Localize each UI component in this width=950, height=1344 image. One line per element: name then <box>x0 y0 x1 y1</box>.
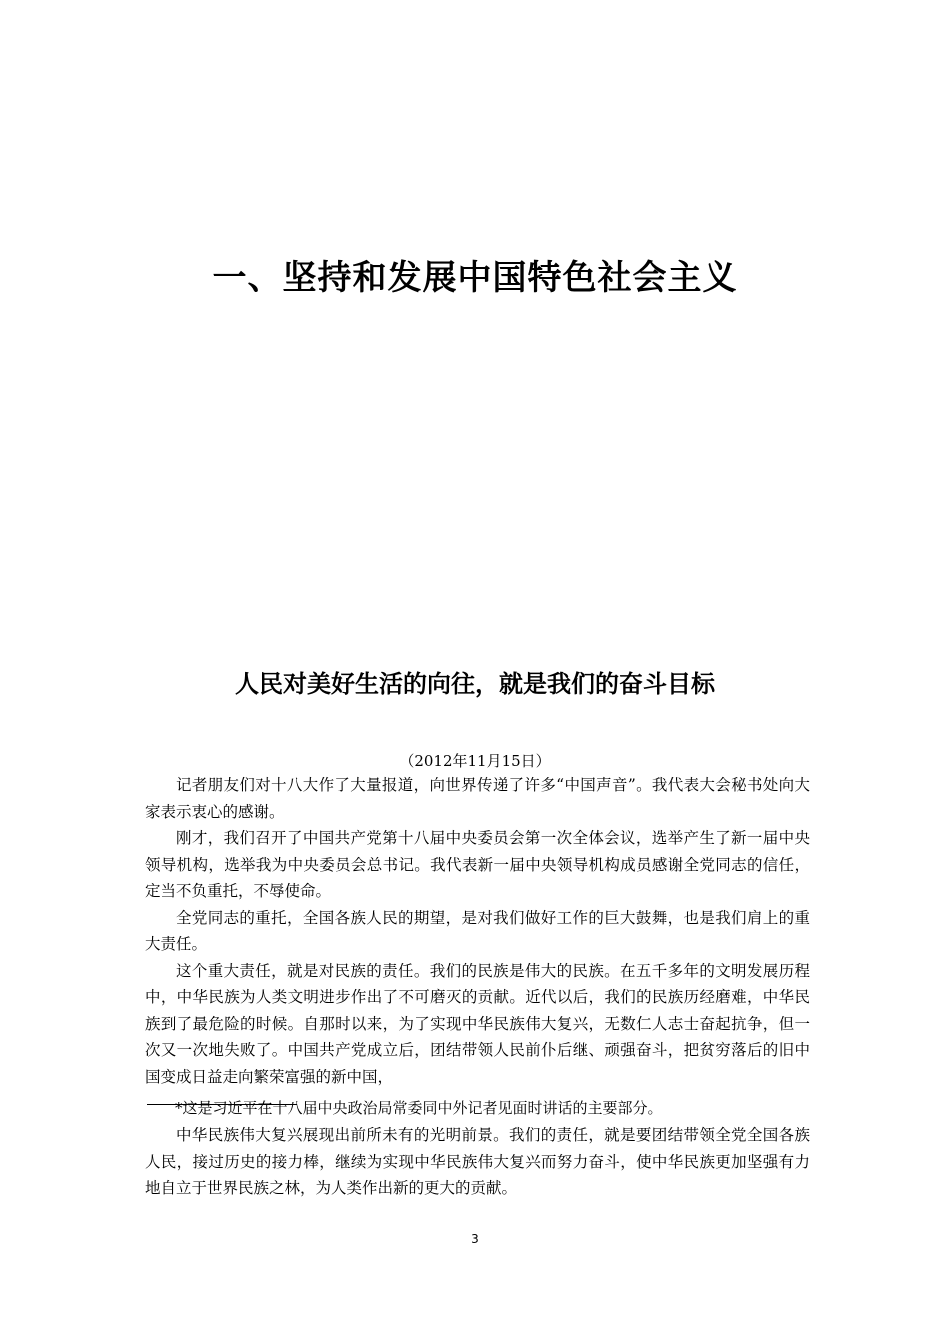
article-date: （2012年11月15日） <box>399 752 551 770</box>
chapter-title: 一、坚持和发展中国特色社会主义 <box>212 258 738 298</box>
body-paragraph: 记者朋友们对十八大作了大量报道，向世界传递了许多“中国声音”。我代表大会秘书处向大家表示衷心的感谢。 <box>145 776 810 821</box>
article-body <box>145 772 810 1090</box>
page-number: 3 <box>471 1232 479 1246</box>
body-paragraph: 这个重大责任，就是对民族的责任。我们的民族是伟大的民族。在五千多年的文明发展历程中，中华民族为人类文明进步作出了不可磨灭的贡献。近代以后，我们的民族历经磨难，中华民族到了最危险的时候。自那时以来，为了实现中华民族伟大复兴，无数仁人志士奋起抗争，但一次又一次地失败了。中国共产党成立后，团结带领人民前仆后继、顽强奋斗，把贫穷落后的旧中国变成日益走向繁荣富强的新中国， <box>145 961 810 1086</box>
article-title: 人民对美好生活的向往，就是我们的奋斗目标 <box>235 670 715 698</box>
body-paragraph: 中华民族伟大复兴展现出前所未有的光明前景。我们的责任，就是要团结带领全党全国各族人民，接过历史的接力棒，继续为实现中华民族伟大复兴而努力奋斗，使中华民族更加坚强有力地自立于世界民族之林，为人类作出新的更大的贡献。 <box>145 1126 810 1197</box>
article-body-continued <box>145 1122 810 1202</box>
body-paragraph: 刚才，我们召开了中国共产党第十八届中央委员会第一次全体会议，选举产生了新一届中央领导机构，选举我为中央委员会总书记。我代表新一届中央领导机构成员感谢全党同志的信任，定当不负重托，不辱使命。 <box>145 829 810 900</box>
body-paragraph: 全党同志的重托，全国各族人民的期望，是对我们做好工作的巨大鼓舞，也是我们肩上的重大责任。 <box>145 908 810 953</box>
footnote: *这是习近平在十八届中央政治局常委同中外记者见面时讲话的主要部分。 <box>175 1099 663 1117</box>
